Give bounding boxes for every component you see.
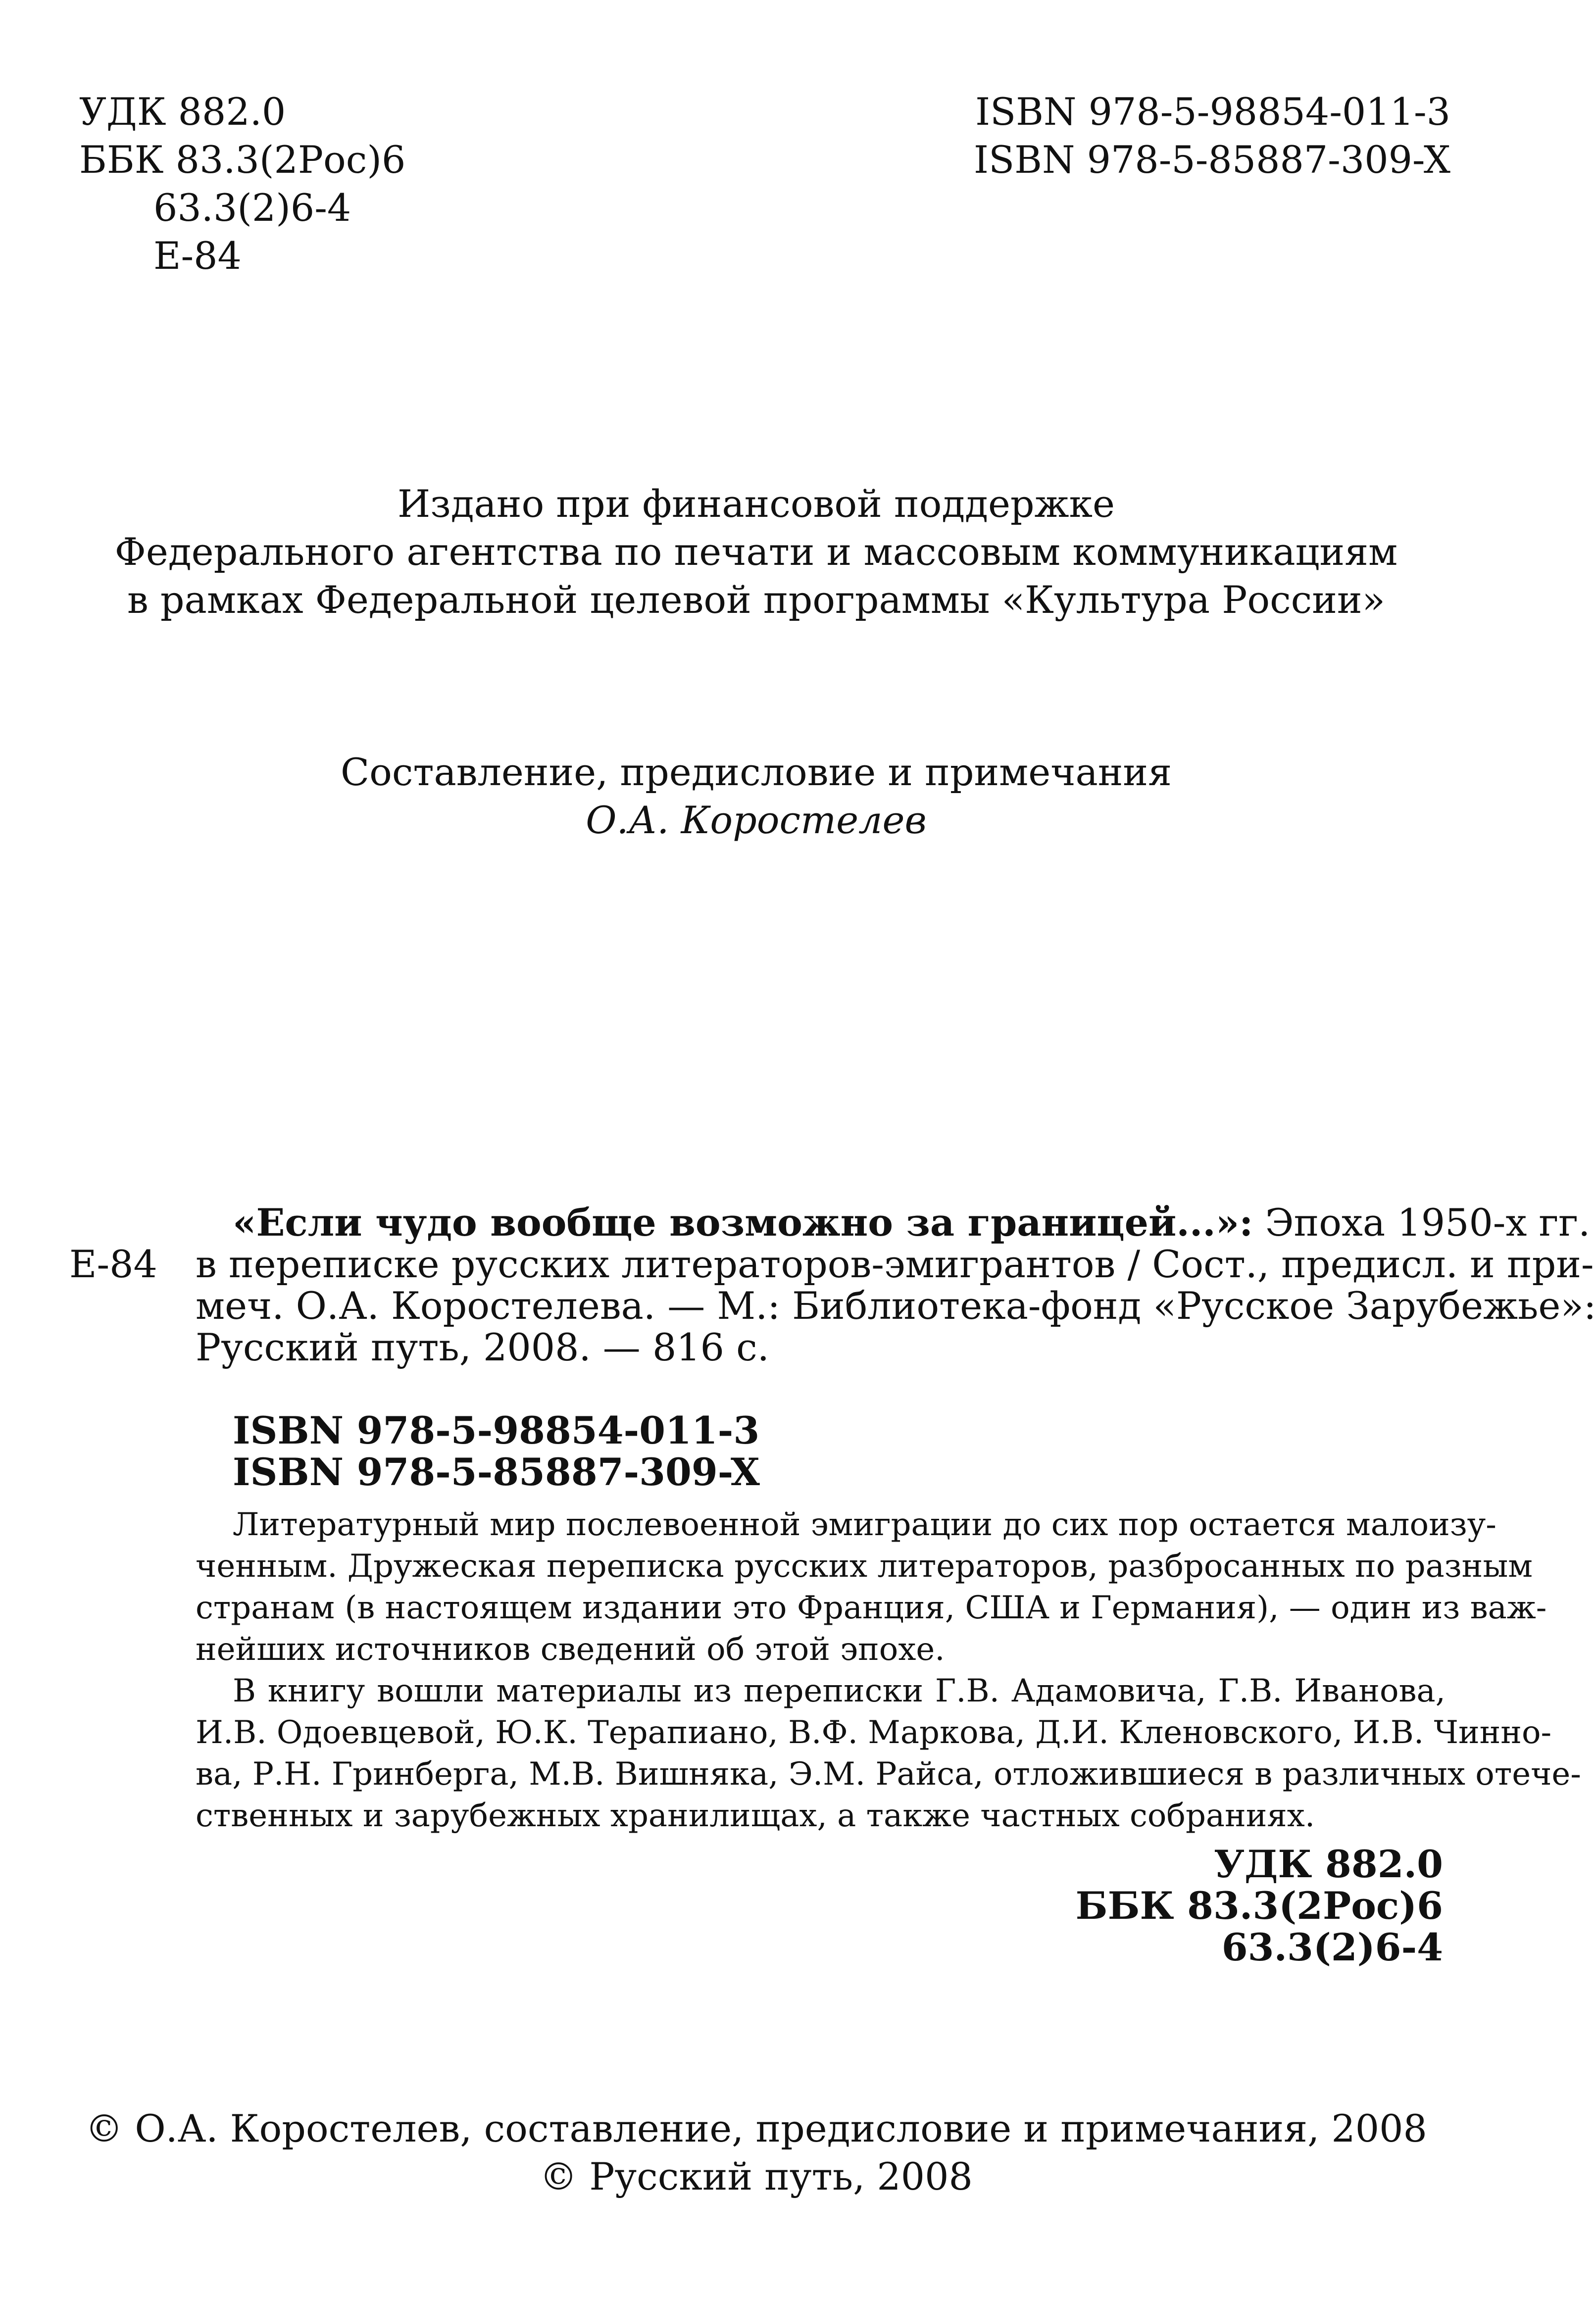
catalog-title-rest: Эпоха 1950-х гг. xyxy=(1253,1200,1591,1245)
credits-role: Составление, предисловие и примечания xyxy=(340,750,1172,794)
catalog-isbn-1: ISBN 978-5-98854-011-3 xyxy=(233,1408,760,1452)
abstract-p2-line-4: ственных и зарубежных хранилищах, а также частных собраниях. xyxy=(196,1798,1315,1834)
catalog-line-2: меч. О.А. Коростелева. — М.: Библиотека-фонд «Русское Зарубежье»: xyxy=(196,1284,1596,1328)
abstract-p1-line-4: нейших источников сведений об этой эпохе. xyxy=(196,1631,945,1668)
copyright-line-2: © Русский путь, 2008 xyxy=(540,2154,973,2199)
credits-name: О.А. Коростелев xyxy=(586,798,927,842)
bbk-code-secondary: 63.3(2)6-4 xyxy=(153,186,351,230)
abstract-p2-line-1: В книгу вошли материалы из переписки Г.В. Адамовича, Г.В. Иванова, xyxy=(233,1673,1446,1709)
support-line-1: Издано при финансовой поддержке xyxy=(398,482,1115,526)
isbn-1: ISBN 978-5-98854-011-3 xyxy=(975,90,1450,134)
catalog-bbk: ББК 83.3(2Рос)6 xyxy=(1075,1884,1443,1928)
catalog-title-line xyxy=(233,1199,1591,1247)
support-line-2: Федерального агентства по печати и массовым коммуникациям xyxy=(114,530,1398,574)
catalog-isbn-2: ISBN 978-5-85887-309-X xyxy=(233,1450,760,1494)
copyright-line-1: © О.А. Коростелев, составление, предисловие и примечания, 2008 xyxy=(85,2106,1427,2150)
isbn-2: ISBN 978-5-85887-309-X xyxy=(974,138,1450,182)
abstract-p2-line-3: ва, Р.Н. Гринберга, М.В. Вишняка, Э.М. Райса, отложившиеся в различных отече- xyxy=(196,1756,1581,1793)
catalog-code: Е-84 xyxy=(69,1242,157,1286)
abstract-p1-line-2: ченным. Дружеская переписка русских литераторов, разбросанных по разным xyxy=(196,1548,1533,1585)
catalog-line-1: в переписке русских литераторов-эмигрантов / Сост., предисл. и при- xyxy=(196,1242,1594,1286)
abstract-p2-line-2: И.В. Одоевцевой, Ю.К. Терапиано, В.Ф. Маркова, Д.И. Кленовского, И.В. Чинно- xyxy=(196,1714,1552,1751)
support-line-3: в рамках Федеральной целевой программы «Культура России» xyxy=(127,578,1386,622)
author-sign: Е-84 xyxy=(153,234,242,278)
catalog-bbk-secondary: 63.3(2)6-4 xyxy=(1221,1925,1443,1969)
abstract-p1-line-1: Литературный мир послевоенной эмиграции до сих пор остается малоизу- xyxy=(233,1506,1496,1543)
catalog-line-3: Русский путь, 2008. — 816 с. xyxy=(196,1325,769,1369)
catalog-title: «Если чудо вообще возможно за границей...»: xyxy=(233,1200,1253,1245)
catalog-udk: УДК 882.0 xyxy=(1214,1842,1443,1886)
abstract-p1-line-3: странам (в настоящем издании это Франция, США и Германия), — один из важ- xyxy=(196,1590,1547,1626)
bbk-code: ББК 83.3(2Рос)6 xyxy=(79,138,406,182)
udk-code: УДК 882.0 xyxy=(79,90,286,134)
